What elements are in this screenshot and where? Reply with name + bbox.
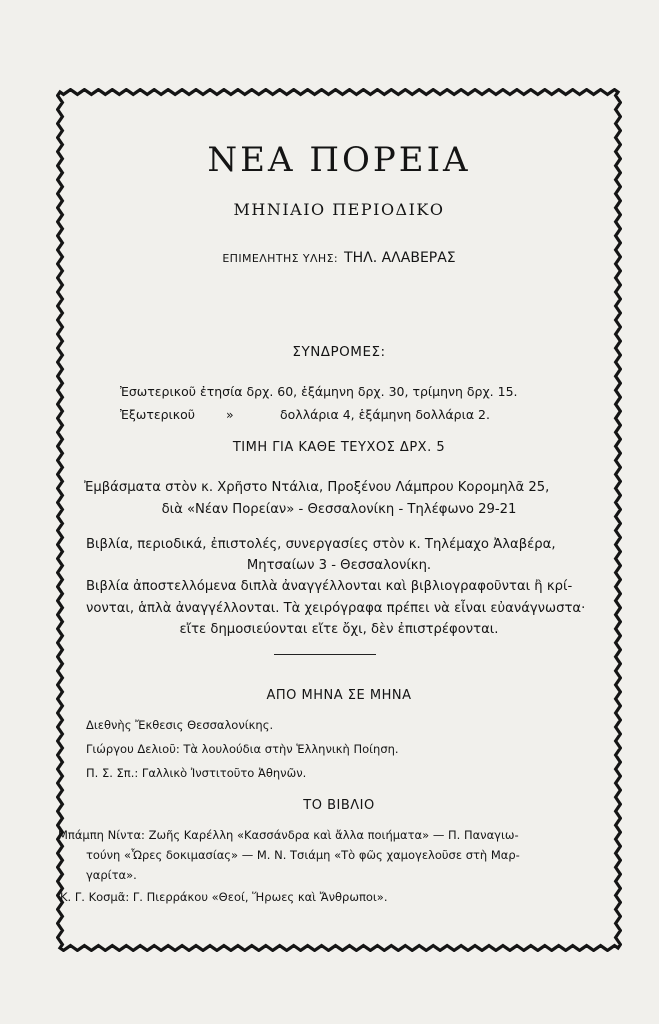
foreign-label: Ἐξωτερικοῦ — [120, 407, 196, 422]
payment-line-2: διὰ «Νέαν Πορείαν» - Θεσσαλονίκη - Τηλέφωνο 29-21 — [161, 502, 517, 517]
subscriptions-heading: ΣΥΝΔΡΟΜΕΣ: — [292, 344, 386, 360]
book-line-1: Μπάμπη Νίντα: Ζωῆς Καρέλλη «Κασσάνδρα καὶ ἄλλα ποιήματα» — Π. Παναγιω- — [58, 828, 519, 842]
page-content — [56, 88, 622, 952]
correspondence-line-1: Βιβλία, περιοδικά, ἐπιστολές, συνεργασίες στὸν κ. Τηλέμαχο Ἀλαβέρα, — [86, 537, 556, 552]
payment-line-1: Ἐμβάσματα στὸν κ. Χρῆστο Ντάλια, Προξένου Λάμπρου Κορομηλᾶ 25, — [84, 480, 550, 495]
book-line-2: τούνη «Ὧρες δοκιμασίας» — Μ. Ν. Τσιάμη «Τὸ φῶς χαμογελοῦσε στὴ Μαρ- — [86, 848, 520, 862]
month-item: Διεθνὴς Ἔκθεσις Θεσσαλονίκης. — [86, 718, 274, 732]
issue-price: ΤΙΜΗ ΓΙΑ ΚΑΘΕ ΤΕΥΧΟΣ ΔΡΧ. 5 — [232, 440, 446, 455]
magazine-subtitle: ΜΗΝΙΑΙΟ ΠΕΡΙΟΔΙΚΟ — [233, 200, 445, 219]
book-line-3: γαρίτα». — [86, 868, 137, 882]
correspondence-line-3: Βιβλία ἀποστελλόμενα διπλὰ ἀναγγέλλονται καὶ βιβλιογραφοῦνται ἢ κρί- — [86, 579, 573, 594]
magazine-title: ΝΕΑ ΠΟΡΕΙΑ — [207, 140, 471, 180]
month-item: Π. Σ. Σπ.: Γαλλικὸ Ἰνστιτοῦτο Ἀθηνῶν. — [86, 766, 307, 780]
book-heading: ΤΟ ΒΙΒΛΙΟ — [303, 798, 375, 813]
editor-line — [56, 250, 622, 266]
foreign-ditto-mark: » — [226, 407, 234, 422]
correspondence-line-2: Μητσαίων 3 - Θεσσαλονίκη. — [246, 558, 432, 573]
editor-label: ΕΠΙΜΕΛΗΤΗΣ ΥΛΗΣ: — [222, 252, 339, 265]
correspondence-line-4: νονται, ἁπλὰ ἀναγγέλλονται. Τὰ χειρόγραφα πρέπει νὰ εἶναι εὐανάγνωστα· — [86, 601, 586, 616]
editor-name: ΤΗΛ. ΑΛΑΒΕΡΑΣ — [344, 250, 456, 266]
book-line-4: Κ. Γ. Κοσμᾶ: Γ. Πιερράκου «Θεοί, Ἥρωες καὶ Ἄνθρωποι». — [60, 890, 388, 904]
month-item: Γιώργου Δελιοῦ: Τὰ λουλούδια στὴν Ἑλληνικὴ Ποίηση. — [86, 742, 399, 756]
correspondence-line-5: εἴτε δημοσιεύονται εἴτε ὄχι, δὲν ἐπιστρέφονται. — [179, 622, 499, 637]
section-divider — [274, 654, 376, 655]
subscription-domestic: Ἐσωτερικοῦ ἐτησία δρχ. 60, ἑξάμηνη δρχ. 30, τρίμηνη δρχ. 15. — [120, 384, 518, 399]
foreign-value: δολλάρια 4, ἑξάμηνη δολλάρια 2. — [280, 407, 490, 422]
subscription-foreign — [120, 407, 490, 422]
month-heading: ΑΠΟ ΜΗΝΑ ΣΕ ΜΗΝΑ — [266, 688, 412, 703]
